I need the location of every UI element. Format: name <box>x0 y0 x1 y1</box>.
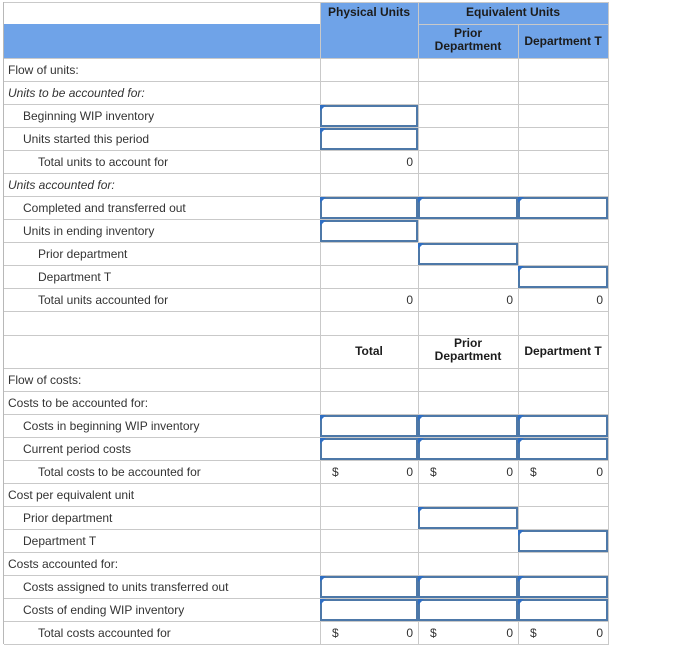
total-costs-to-account-total-value: 0 <box>406 465 413 479</box>
ending-inventory-prior-dept-input[interactable] <box>418 243 518 265</box>
beginning-wip-physical-units-input[interactable] <box>320 105 418 127</box>
beginning-wip-inventory-label: Beginning WIP inventory <box>23 109 155 123</box>
costs-in-beginning-wip-label: Costs in beginning WIP inventory <box>23 419 200 433</box>
total-costs-to-account-dept-t-currency: $ <box>530 465 537 479</box>
flow-of-costs-label: Flow of costs: <box>8 373 82 387</box>
current-period-costs-dept-t-input[interactable] <box>518 438 608 460</box>
beginning-wip-costs-prior-dept-input[interactable] <box>418 415 518 437</box>
ending-wip-costs-prior-dept-input[interactable] <box>418 599 518 621</box>
total-costs-to-be-accounted-for-label: Total costs to be accounted for <box>38 465 201 479</box>
completed-transferred-physical-units-input[interactable] <box>320 197 418 219</box>
current-period-costs-label: Current period costs <box>23 442 132 456</box>
total-costs-to-account-dept-t-value: 0 <box>596 465 603 479</box>
total-units-accounted-dept-t-value: 0 <box>596 293 603 307</box>
current-period-costs-total-input[interactable] <box>320 438 418 460</box>
costs-accounted-for-label: Costs accounted for: <box>8 557 119 571</box>
department-t-header: Department T <box>524 34 602 48</box>
total-costs-accounted-prior-dept-currency: $ <box>430 626 437 640</box>
total-costs-to-account-prior-dept-currency: $ <box>430 465 437 479</box>
header-band-labels <box>4 24 320 58</box>
ending-inventory-dept-t-input[interactable] <box>518 266 608 288</box>
costs-of-ending-wip-label: Costs of ending WIP inventory <box>23 603 185 617</box>
header-band-physical-sub <box>320 24 418 58</box>
flow-of-units-label: Flow of units: <box>8 63 79 77</box>
units-started-physical-units-input[interactable] <box>320 128 418 150</box>
physical-units-header: Physical Units <box>327 5 411 19</box>
cost-per-equivalent-unit-label: Cost per equivalent unit <box>8 488 135 502</box>
transferred-out-costs-dept-t-input[interactable] <box>518 576 608 598</box>
units-started-this-period-label: Units started this period <box>23 132 150 146</box>
cost-per-eu-department-t-label: Department T <box>23 534 97 548</box>
completed-transferred-prior-dept-input[interactable] <box>418 197 518 219</box>
units-to-be-accounted-for-label: Units to be accounted for: <box>8 86 145 100</box>
units-accounted-for-label: Units accounted for: <box>8 178 115 192</box>
total-costs-to-account-total-currency: $ <box>332 465 339 479</box>
transferred-out-costs-prior-dept-input[interactable] <box>418 576 518 598</box>
completed-transferred-dept-t-input[interactable] <box>518 197 608 219</box>
ending-wip-costs-total-input[interactable] <box>320 599 418 621</box>
equivalent-units-worksheet <box>3 2 609 644</box>
costs-total-header: Total <box>355 344 383 358</box>
costs-to-be-accounted-for-label: Costs to be accounted for: <box>8 396 149 410</box>
cost-per-eu-dept-t-input[interactable] <box>518 530 608 552</box>
beginning-wip-costs-dept-t-input[interactable] <box>518 415 608 437</box>
current-period-costs-prior-dept-input[interactable] <box>418 438 518 460</box>
total-costs-accounted-dept-t-value: 0 <box>596 626 603 640</box>
ending-wip-costs-dept-t-input[interactable] <box>518 599 608 621</box>
total-costs-to-account-prior-dept-value: 0 <box>506 465 513 479</box>
total-costs-accounted-for-label: Total costs accounted for <box>38 626 171 640</box>
ending-inventory-prior-department-label: Prior department <box>38 247 128 261</box>
cost-per-eu-prior-dept-input[interactable] <box>418 507 518 529</box>
ending-inventory-department-t-label: Department T <box>38 270 112 284</box>
total-units-to-account-for-value: 0 <box>406 155 413 169</box>
total-units-accounted-prior-dept-value: 0 <box>506 293 513 307</box>
total-units-accounted-physical-value: 0 <box>406 293 413 307</box>
ending-inventory-physical-units-input[interactable] <box>320 220 418 242</box>
total-costs-accounted-dept-t-currency: $ <box>530 626 537 640</box>
costs-department-t-header: Department T <box>524 344 602 358</box>
prior-department-header: Prior Department <box>434 26 502 53</box>
costs-prior-department-header: Prior Department <box>434 336 502 363</box>
units-in-ending-inventory-label: Units in ending inventory <box>23 224 155 238</box>
total-units-to-account-for-label: Total units to account for <box>38 155 169 169</box>
total-units-accounted-for-label: Total units accounted for <box>38 293 169 307</box>
beginning-wip-costs-total-input[interactable] <box>320 415 418 437</box>
total-costs-accounted-total-value: 0 <box>406 626 413 640</box>
equivalent-units-header: Equivalent Units <box>465 5 560 19</box>
cost-per-eu-prior-department-label: Prior department <box>23 511 113 525</box>
costs-assigned-transferred-out-label: Costs assigned to units transferred out <box>23 580 229 594</box>
total-costs-accounted-total-currency: $ <box>332 626 339 640</box>
total-costs-accounted-prior-dept-value: 0 <box>506 626 513 640</box>
transferred-out-costs-total-input[interactable] <box>320 576 418 598</box>
completed-and-transferred-out-label: Completed and transferred out <box>23 201 186 215</box>
